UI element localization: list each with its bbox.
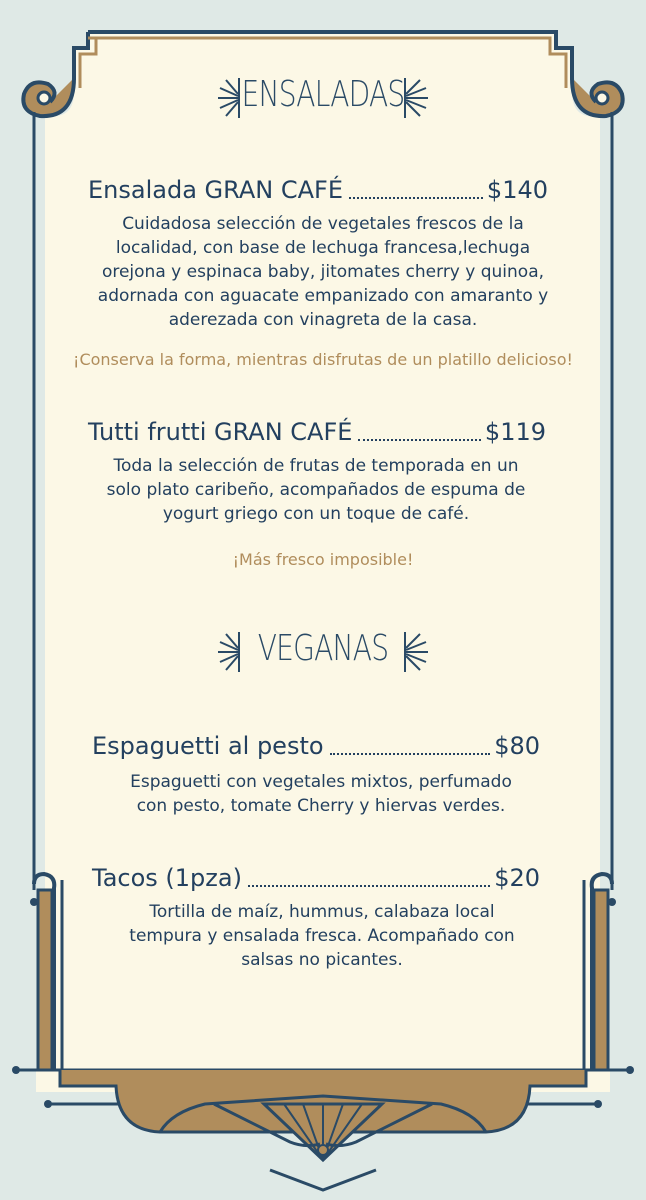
item-tagline: ¡Más fresco imposible! (232, 550, 414, 569)
menu-item-row (88, 176, 548, 204)
item-price: $119 (484, 418, 546, 446)
menu-item-row (92, 732, 540, 760)
leader-dots (349, 196, 483, 199)
leader-dots (330, 752, 491, 755)
item-description: Toda la selección de frutas de temporada en un solo plato caribeño, acompañados de espuma de yogurt griego con un toque de café. (106, 456, 526, 524)
item-price: $20 (494, 864, 540, 892)
section-title-veganas: VEGANAS (257, 628, 389, 669)
item-name: Espaguetti al pesto (92, 732, 324, 760)
item-description: Tortilla de maíz, hummus, calabaza local tempura y ensalada fresca. Acompañado con salsas no picantes. (129, 902, 515, 970)
item-price: $140 (486, 176, 548, 204)
item-name: Tacos (1pza) (92, 864, 242, 892)
item-name: Ensalada GRAN CAFÉ (88, 176, 343, 204)
menu-item-row (92, 864, 540, 892)
item-price: $80 (494, 732, 540, 760)
section-title-ensaladas: ENSALADAS (241, 74, 405, 115)
item-description: Espaguetti con vegetales mixtos, perfumado con pesto, tomate Cherry y hiervas verdes. (130, 772, 512, 816)
item-name: Tutti frutti GRAN CAFÉ (88, 418, 353, 446)
leader-dots (248, 884, 490, 887)
leader-dots (358, 438, 480, 441)
menu-item-row (88, 418, 546, 446)
item-tagline: ¡Conserva la forma, mientras disfrutas de un platillo delicioso! (73, 350, 573, 369)
item-description: Cuidadosa selección de vegetales frescos de la localidad, con base de lechuga francesa,lechuga orejona y espinaca baby, jitomates cherry y quinoa, adornada con aguacate empanizado con amaranto y aderezada con vinagreta de la casa. (97, 214, 549, 330)
